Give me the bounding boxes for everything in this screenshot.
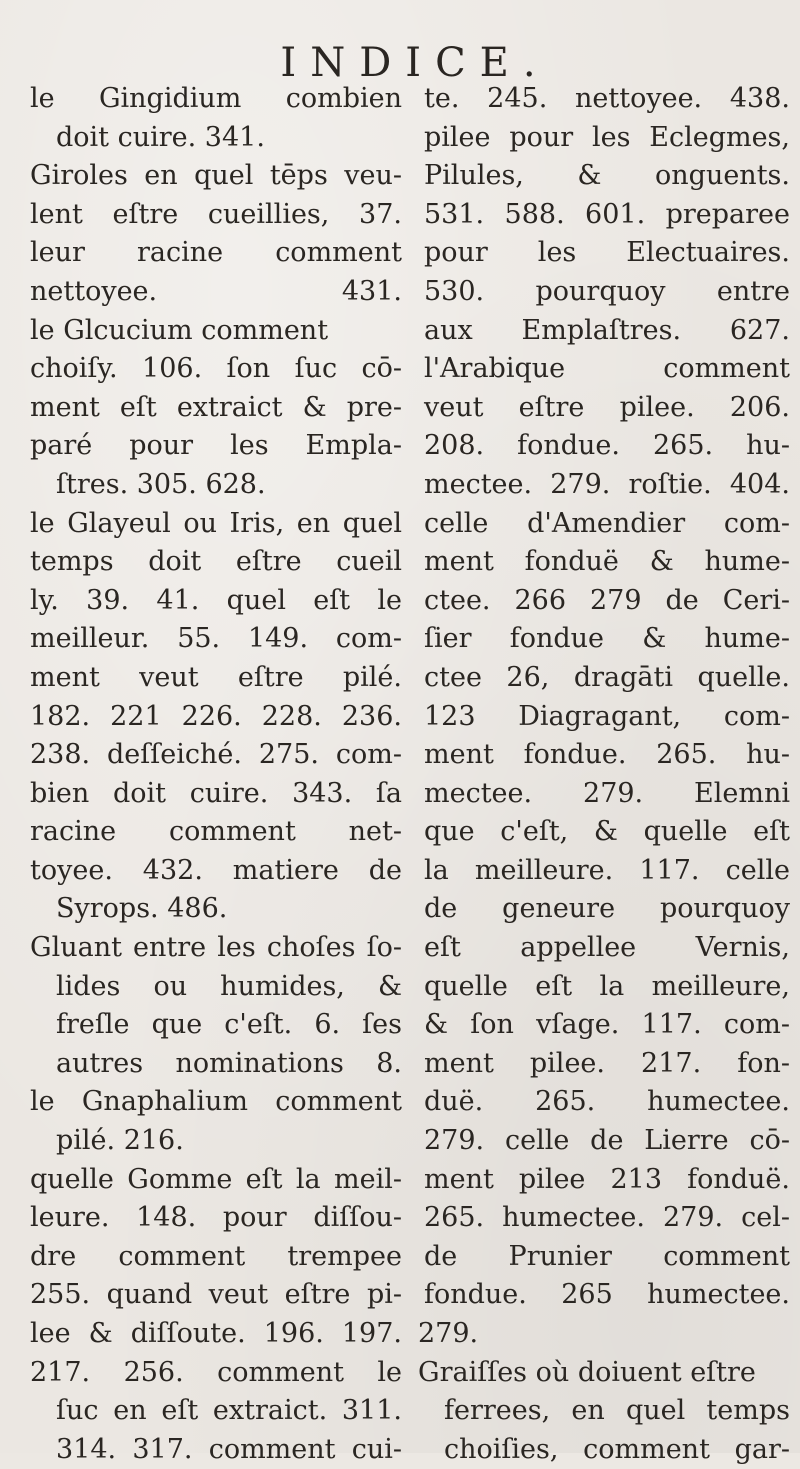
- left-column-line: lides ou humides, &: [56, 970, 402, 1002]
- right-column-line: eſt appellee Vernis,: [424, 932, 790, 964]
- left-column-line: doit cuire. 341.: [56, 121, 265, 153]
- right-column-line: 123 Diagragant, com-: [424, 700, 790, 732]
- left-column-line: lee & diſſoute. 196. 197.: [30, 1318, 402, 1349]
- left-column-line: nettoyee. 431.: [30, 275, 402, 307]
- right-column-line: ment pilee 213 fonduë.: [424, 1163, 790, 1195]
- left-column-line: temps doit eſtre cueil: [30, 546, 402, 578]
- left-column-line: le Glayeul ou Iris, en quel: [30, 507, 402, 539]
- right-column-line: ment pilee. 217. fon-: [424, 1047, 790, 1079]
- left-column-line: meilleur. 55. 149. com-: [30, 623, 402, 655]
- left-column-line: bien doit cuire. 343. ſa: [30, 777, 402, 809]
- page-header: INDICE.: [280, 40, 550, 86]
- left-column-line: 217. 256. comment le: [30, 1356, 402, 1388]
- right-column-line: ment fonduë & hume-: [424, 546, 790, 578]
- left-column-line: freſle que c'eſt. 6. ſes: [56, 1009, 402, 1041]
- right-column-line: ctee 26, dragāti quelle.: [424, 661, 790, 693]
- right-column-line: Pilules, & onguents.: [424, 160, 790, 192]
- left-column-line: 314. 317. comment cui-: [56, 1433, 402, 1465]
- right-column-line: 208. fondue. 265. hu-: [424, 430, 790, 462]
- left-column-line: pilé. 216.: [56, 1125, 184, 1157]
- right-column-line: de geneure pourquoy: [424, 893, 790, 925]
- right-column-line: ment fondue. 265. hu-: [424, 739, 790, 771]
- left-column-line: toyee. 432. matiere de: [30, 854, 402, 886]
- right-column-line: que c'eſt, & quelle eſt: [424, 816, 790, 848]
- right-column-line: mectee. 279. Elemni: [424, 777, 790, 809]
- left-column-line: Syrops. 486.: [56, 893, 228, 925]
- left-column-line: ſuc en eſt extraict. 311.: [56, 1395, 402, 1427]
- right-column-line: l'Arabique comment: [424, 353, 790, 385]
- right-column-line: celle d'Amendier com-: [424, 507, 790, 539]
- left-column-line: ment eſt extraict & pre-: [30, 391, 402, 423]
- right-column-line: 530. pourquoy entre: [424, 275, 790, 307]
- left-column-line: lent eſtre cueillies, 37.: [30, 198, 402, 230]
- right-column-line: & ſon vſage. 117. com-: [424, 1009, 790, 1041]
- right-column-line: veut eſtre pilee. 206.: [424, 391, 790, 423]
- right-column-line: 265. humectee. 279. cel-: [424, 1202, 790, 1234]
- right-column-line: pour les Electuaires.: [424, 237, 790, 269]
- right-column-line: fondue. 265 humectee.: [424, 1279, 790, 1311]
- right-column-line: ferrees, en quel temps: [444, 1395, 790, 1427]
- right-column-line: pilee pour les Eclegmes,: [424, 121, 790, 153]
- right-column-line: de Prunier comment: [424, 1240, 790, 1272]
- left-column-line: Giroles en quel tēps veu-: [30, 160, 402, 192]
- right-column-line: quelle eſt la meilleure,: [424, 970, 790, 1002]
- left-column-line: choiſy. 106. ſon ſuc cō-: [30, 353, 402, 385]
- left-column: [30, 80, 402, 1469]
- right-column-line: 279. celle de Lierre cō-: [424, 1125, 790, 1157]
- right-column-line: 279.: [418, 1318, 479, 1349]
- left-column-line: ſtres. 305. 628.: [56, 468, 266, 500]
- left-column-line: racine comment net-: [30, 816, 402, 848]
- left-column-line: quelle Gomme eſt la meil-: [30, 1163, 402, 1195]
- left-column-line: autres nominations 8.: [56, 1047, 402, 1079]
- right-column-line: 531. 588. 601. preparee: [424, 198, 790, 230]
- left-column-line: leure. 148. pour diſſou-: [30, 1202, 402, 1234]
- right-column-line: duë. 265. humectee.: [424, 1086, 790, 1118]
- left-column-line: le Gingidium combien: [30, 83, 402, 114]
- left-column-line: 238. deſſeiché. 275. com-: [30, 739, 402, 771]
- right-column-line: mectee. 279. roſtie. 404.: [424, 468, 790, 500]
- left-column-line: 182. 221 226. 228. 236.: [30, 700, 402, 732]
- left-column-line: dre comment trempee: [30, 1240, 402, 1272]
- left-column-line: le Glcucium comment: [30, 314, 329, 346]
- right-column-line: la meilleure. 117. celle: [424, 854, 790, 886]
- right-column-line: ſier fondue & hume-: [424, 623, 790, 655]
- right-column-line: te. 245. nettoyee. 438.: [424, 83, 790, 114]
- left-column-line: Gluant entre les choſes ſo-: [30, 932, 402, 964]
- left-column-line: le Gnaphalium comment: [30, 1086, 402, 1118]
- left-column-line: paré pour les Empla-: [30, 430, 402, 462]
- left-column-line: 255. quand veut eſtre pi-: [30, 1279, 402, 1311]
- left-column-line: leur racine comment: [30, 237, 402, 269]
- right-column-line: choiſies, comment gar-: [444, 1433, 790, 1465]
- right-column-line: Graiſſes où doiuent eſtre: [418, 1356, 756, 1388]
- left-column-line: ly. 39. 41. quel eſt le: [30, 584, 402, 616]
- right-column-line: aux Emplaſtres. 627.: [424, 314, 790, 346]
- right-column: [418, 80, 790, 1469]
- left-column-line: ment veut eſtre pilé.: [30, 661, 402, 693]
- right-column-line: ctee. 266 279 de Ceri-: [424, 584, 790, 616]
